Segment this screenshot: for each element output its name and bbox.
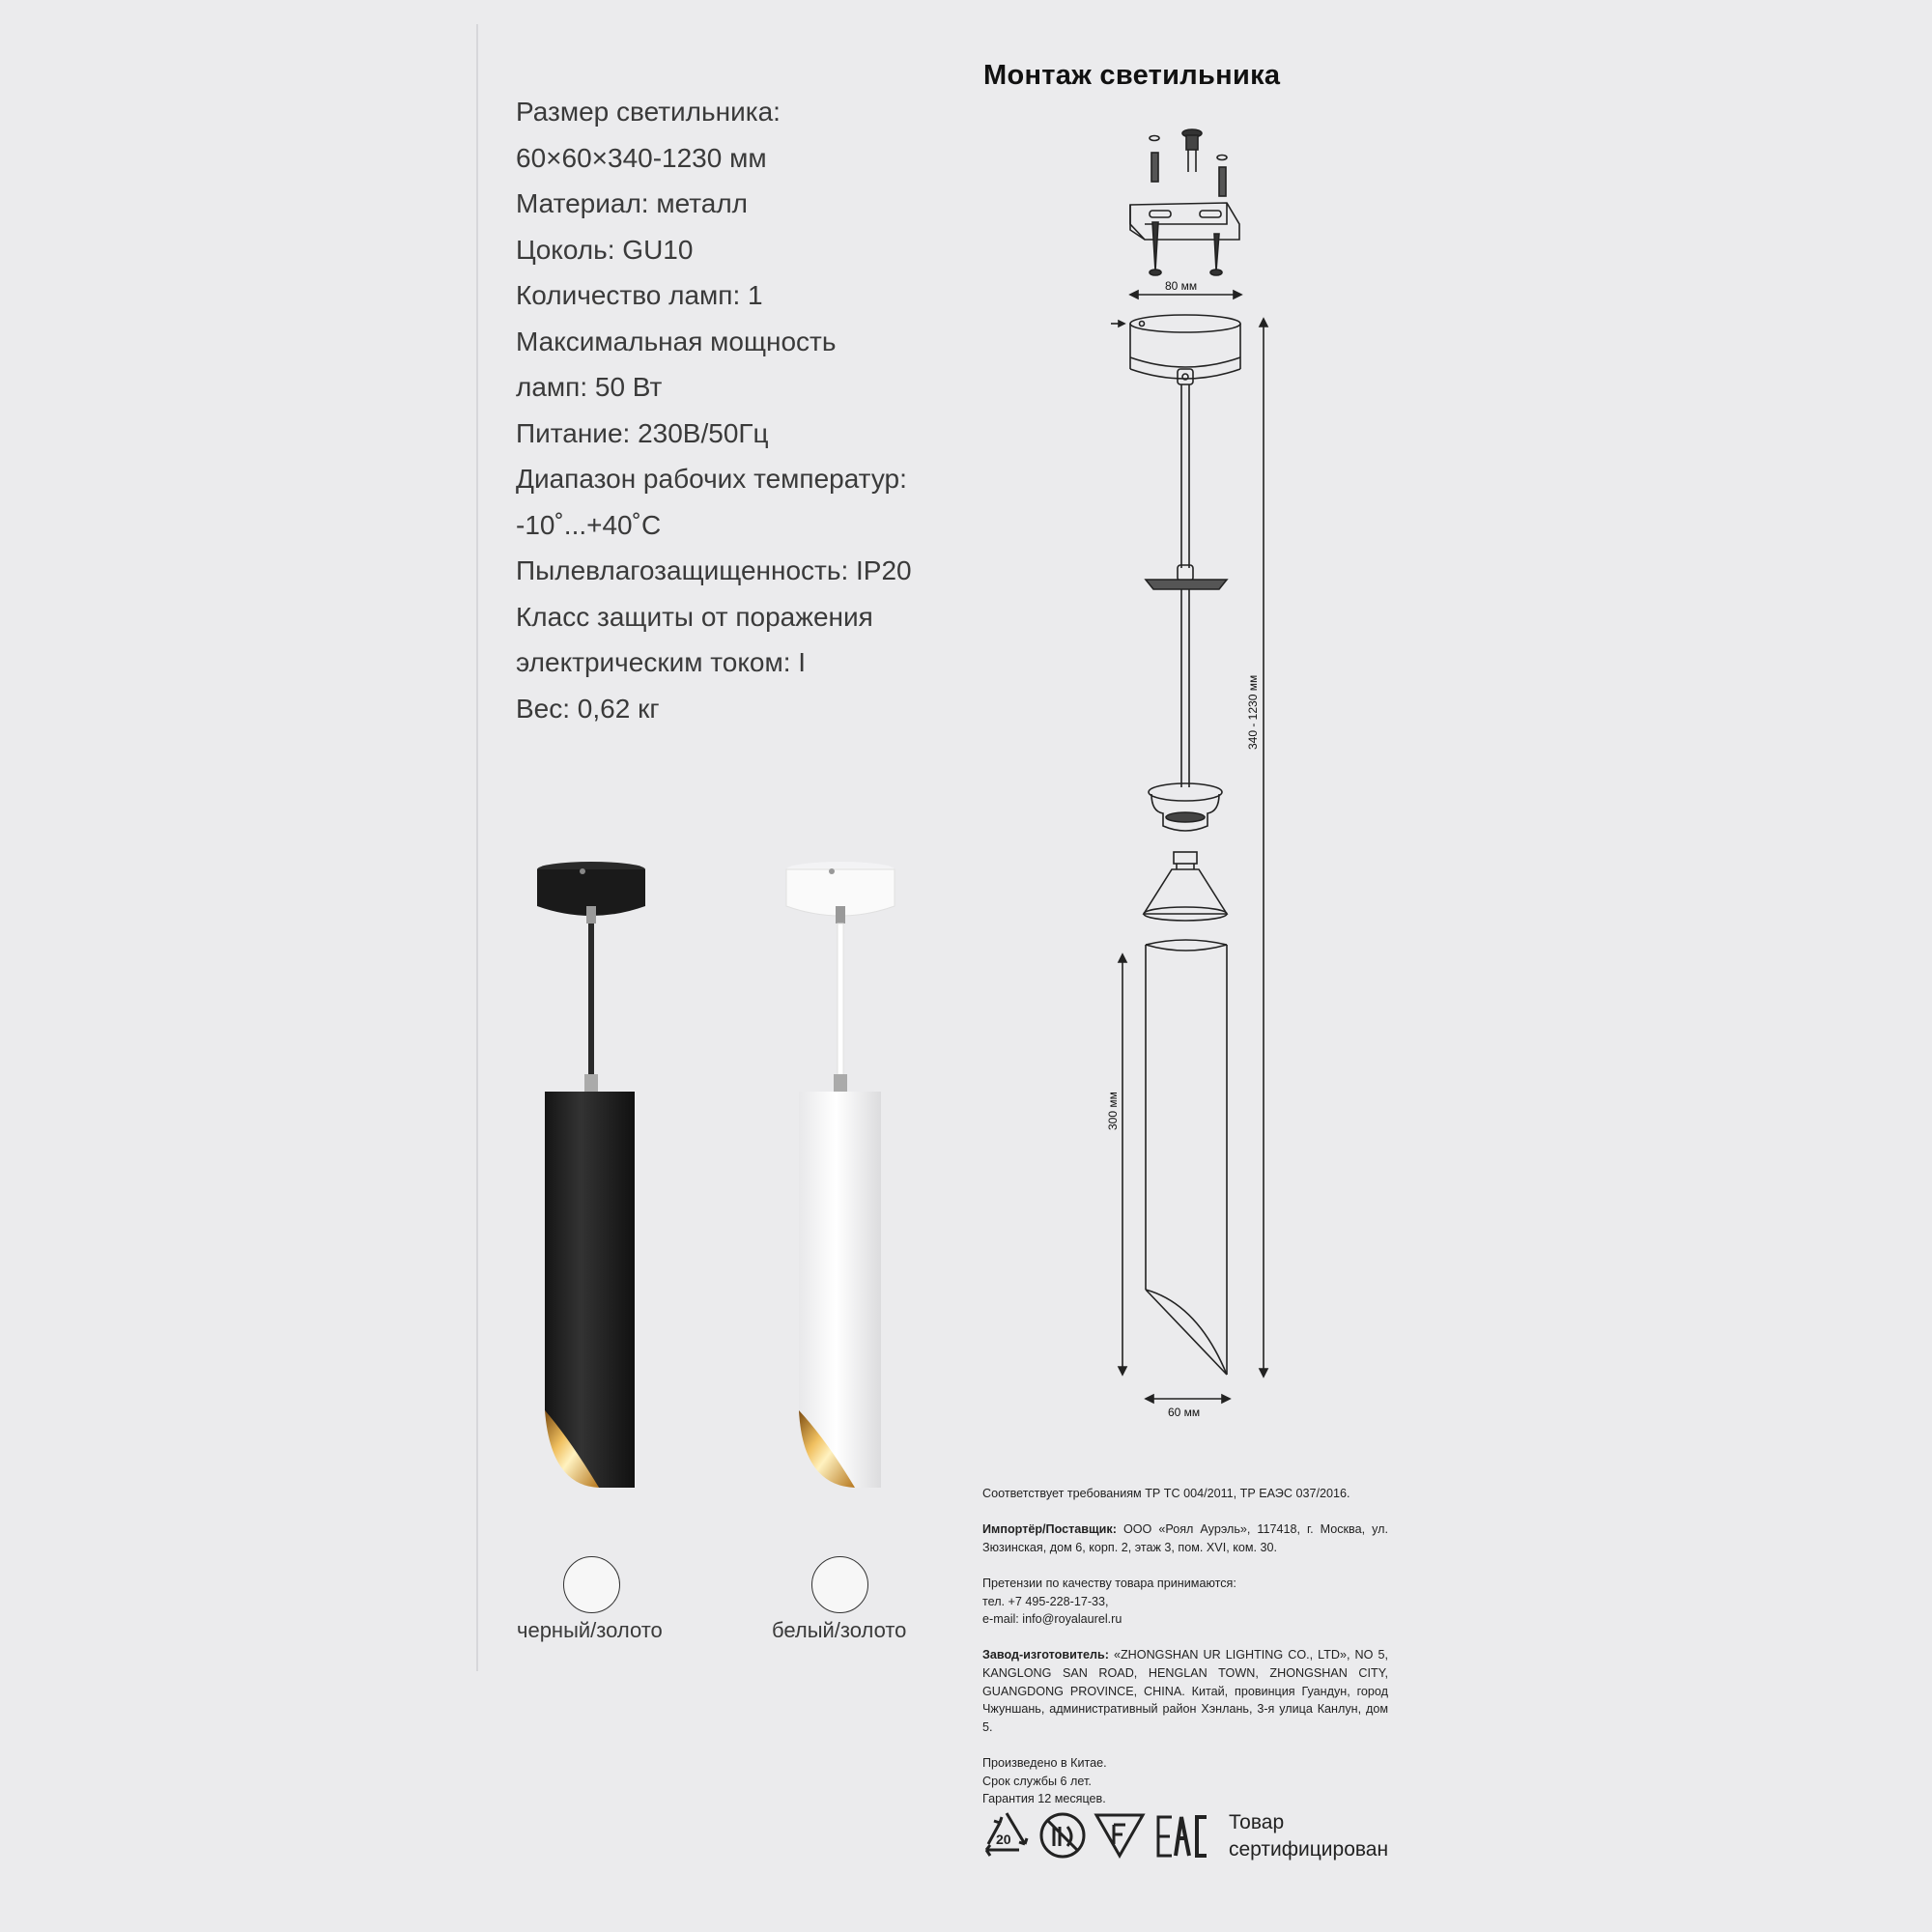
spec-row: Максимальная мощность: [516, 326, 837, 356]
dim-300mm: 300 мм: [1106, 1092, 1120, 1130]
claims-line: Претензии по качеству товара принимаются:: [982, 1576, 1236, 1590]
factory-text: «ZHONGSHAN UR LIGHTING CO., LTD», NO 5, KANGLONG SAN ROAD, HENGLAN TOWN, ZHONGSHAN CITY, GUANGDONG PROVINCE, CHINA. Китай, провинция Гуандун, город Чжуншань, административный район Хэнлань, 3-я улица Канлун, дом 5.: [982, 1648, 1388, 1734]
compliance-text: Соответствует требованиям ТР ТС 004/2011, ТР ЕАЭС 037/2016.: [982, 1487, 1350, 1500]
spec-row: Пылевлагозащищенность: IP20: [516, 555, 912, 585]
collar-icon: [1146, 565, 1227, 787]
bracket-screws-icon: [1150, 222, 1222, 275]
claims-email: e-mail: info@royalaurel.ru: [982, 1612, 1122, 1627]
cert-line: Товар: [1229, 1811, 1285, 1833]
spec-row: Материал: металл: [516, 188, 749, 218]
origin-info: [982, 1754, 1388, 1808]
spec-row: Диапазон рабочих температур:: [516, 464, 907, 494]
dim-80mm: 80 мм: [1165, 279, 1198, 293]
importer-info: [982, 1520, 1388, 1556]
variant-label: белый/золото: [772, 1618, 907, 1642]
made-in: Произведено в Китае.: [982, 1755, 1107, 1770]
color-swatch-black-gold[interactable]: [563, 1556, 620, 1613]
importer-label: Импортёр/Поставщик:: [982, 1522, 1117, 1537]
spec-row: ламп: 50 Вт: [516, 372, 663, 402]
spec-row: Размер светильника:: [516, 97, 781, 127]
not-food-contact-icon: [1041, 1814, 1084, 1857]
divider-line: [476, 24, 478, 1671]
svg-text:20: 20: [996, 1832, 1011, 1847]
rod-icon: [1181, 384, 1189, 568]
canopy-icon: [1111, 315, 1240, 384]
legal-info: [982, 1485, 1388, 1826]
mounting-diagram: [1082, 116, 1294, 1430]
importer-text: ООО «Роял Аурэль», 117418, г. Москва, ул. Зюзинская, дом 6, корп. 2, этаж 3, пом. XVI, ком. 30.: [982, 1522, 1389, 1554]
spec-row: Вес: 0,62 кг: [516, 693, 660, 724]
product-photo-white: [778, 860, 903, 1497]
factory-info: [982, 1646, 1388, 1736]
eac-mark-icon: [1158, 1817, 1207, 1856]
spec-row: -10˚...+40˚С: [516, 509, 662, 540]
gu10-lamp-icon: [1144, 852, 1227, 921]
spec-row: электрическим током: I: [516, 647, 807, 677]
service-life: Срок службы 6 лет.: [982, 1774, 1092, 1788]
spec-row: Класс защиты от поражения: [516, 601, 873, 632]
certification-text: [1229, 1809, 1388, 1863]
shade-tube-icon: [1146, 940, 1227, 1375]
variant-label: черный/золото: [517, 1618, 663, 1642]
furniture-mark-icon: [1096, 1815, 1143, 1856]
spec-row: Количество ламп: 1: [516, 280, 763, 310]
spec-row: Питание: 230В/50Гц: [516, 417, 769, 448]
claims-phone: тел. +7 495-228-17-33,: [982, 1594, 1109, 1608]
claims-info: [982, 1575, 1388, 1629]
color-swatch-white-gold[interactable]: [811, 1556, 868, 1613]
mounting-title: Монтаж светильника: [983, 60, 1281, 91]
lamp-holder-icon: [1149, 783, 1222, 831]
spec-row: Цоколь: GU10: [516, 234, 694, 265]
factory-label: Завод-изготовитель:: [982, 1648, 1109, 1662]
product-photo-black: [531, 860, 657, 1497]
cert-line: сертифицирован: [1229, 1838, 1389, 1861]
specifications: [516, 89, 941, 731]
dim-340-1230mm: 340 - 1230 мм: [1246, 674, 1260, 750]
warranty: Гарантия 12 месяцев.: [982, 1792, 1106, 1806]
certification-icons: [980, 1809, 1212, 1867]
dim-60mm: 60 мм: [1168, 1406, 1201, 1419]
mounting-screws-icon: [1150, 129, 1227, 196]
recycle-icon: [986, 1813, 1027, 1856]
spec-row: 60×60×340-1230 мм: [516, 142, 767, 173]
bracket-icon: [1130, 203, 1239, 240]
